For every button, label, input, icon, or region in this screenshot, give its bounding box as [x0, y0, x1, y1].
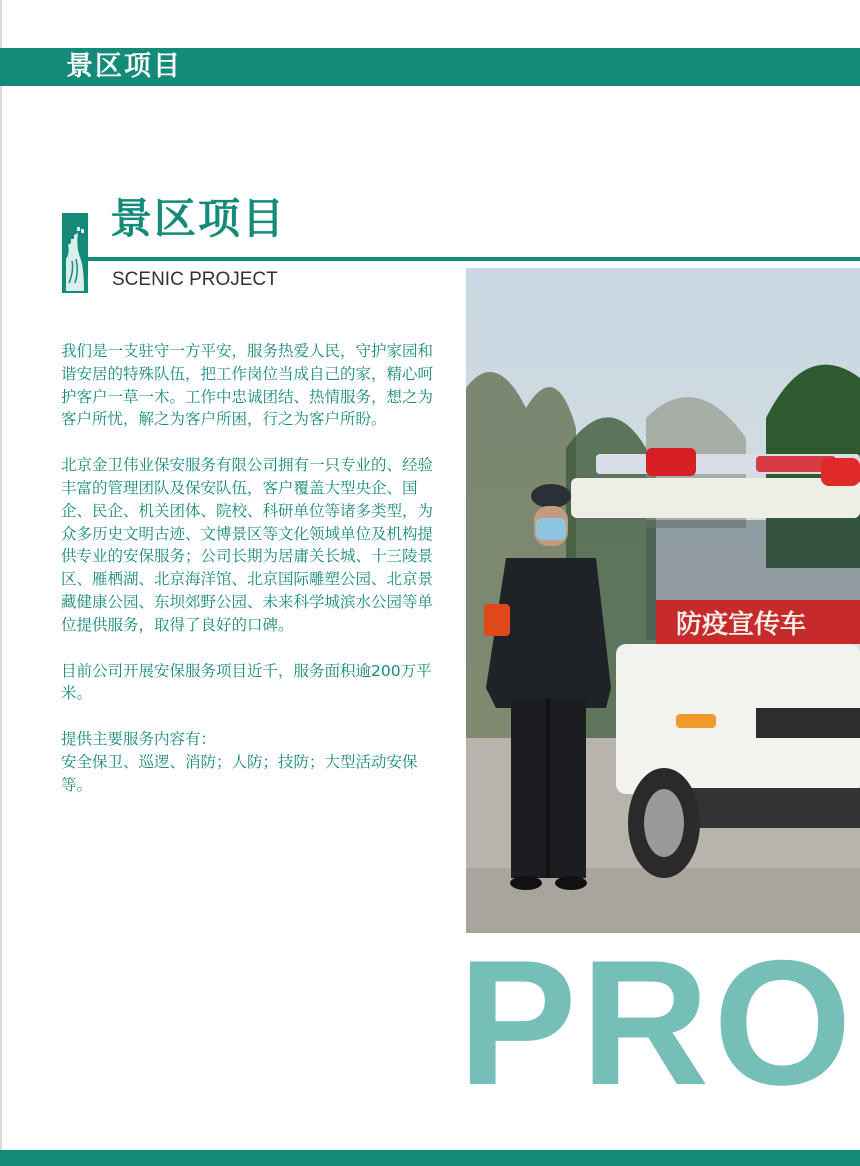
- services-list: 安全保卫、巡逻、消防；人防；技防；大型活动安保等。: [61, 752, 418, 794]
- paragraph-scale: 目前公司开展安保服务项目近千，服务面积逾200万平米。: [61, 661, 432, 703]
- header-band-title: 景区项目: [66, 51, 182, 82]
- vehicle-sign-text: 防疫宣传车: [676, 610, 807, 640]
- great-wall-emblem-icon: [62, 213, 88, 293]
- security-guard-photo: [466, 268, 860, 933]
- body-text: [61, 340, 436, 797]
- decorative-pro-text: PRO: [458, 923, 856, 1122]
- paragraph-company: 北京金卫伟业保安服务有限公司拥有一只专业的、经验丰富的管理团队及保安队伍，客户覆盖大型央企、国企、民企、机关团体、院校、科研单位等诸多类型，为众多历史文明古迹、文博景区等文化领域单位及机构提供专业的安保服务；公司长期为居庸关长城、十三陵景区、雁栖湖、北京海洋馆、北京国际雕塑公园、北京景藏健康公园、东坝郊野公园、未来科学城滨水公园等单位提供服务，取得了良好的口碑。: [61, 456, 434, 634]
- services-heading: 提供主要服务内容有：: [61, 730, 217, 749]
- footer-band: [0, 1150, 860, 1166]
- title-underline: [88, 257, 860, 261]
- paragraph-intro: 我们是一支驻守一方平安，服务热爱人民，守护家园和谐安居的特殊队伍，把工作岗位当成自己的家，精心呵护客户一草一木。工作中忠诚团结、热情服务，想之为客户所忧，解之为客户所困，行之为客户所盼。: [61, 342, 434, 429]
- page-edge-rule: [0, 0, 2, 1166]
- section-title: 景区项目: [110, 194, 287, 243]
- section-subtitle: SCENIC PROJECT: [112, 269, 278, 290]
- header-band: [0, 48, 860, 86]
